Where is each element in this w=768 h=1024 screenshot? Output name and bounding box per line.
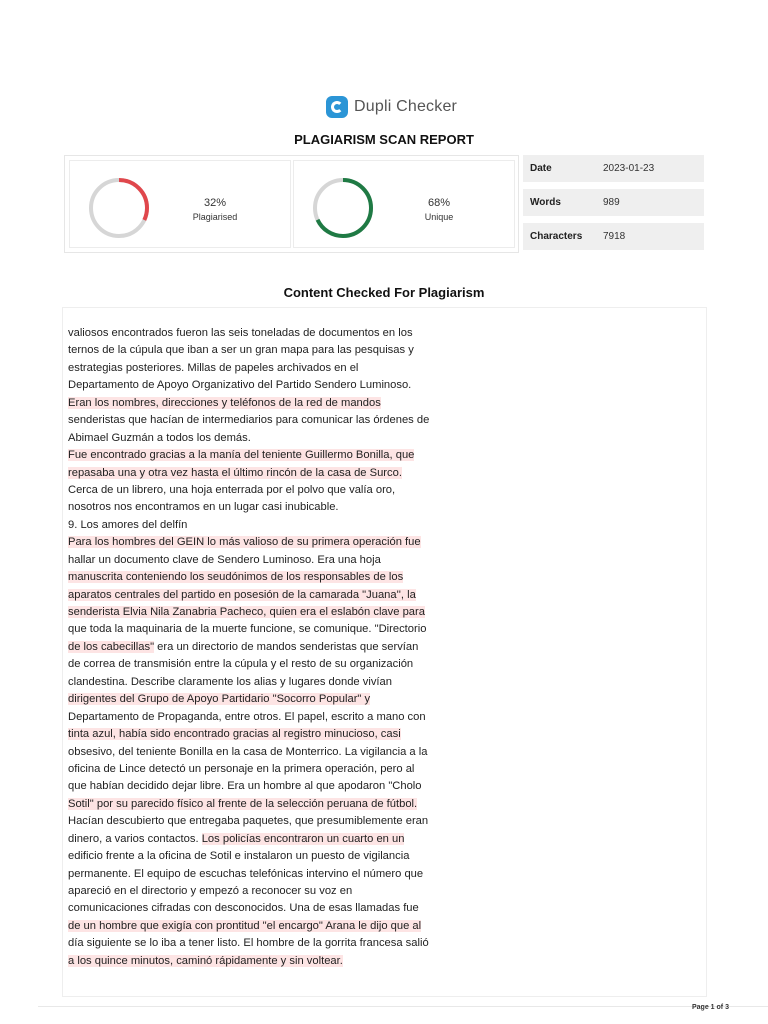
content-section-title: Content Checked For Plagiarism bbox=[283, 285, 485, 300]
content-line bbox=[68, 709, 458, 726]
content-line bbox=[68, 569, 458, 586]
stat-key: Date bbox=[530, 163, 552, 174]
content-text: Cerca de un librero, una hoja enterrada por el polvo que valía oro, bbox=[68, 483, 396, 496]
unique-percent: 68% bbox=[427, 197, 451, 209]
content-line bbox=[68, 430, 458, 447]
content-text: apareció en el directorio y empezó a reconocer su voz en bbox=[68, 885, 353, 897]
content-line bbox=[68, 639, 458, 656]
content-text: Departamento de Apoyo Organizativo del Partido Sendero Luminoso. bbox=[68, 379, 412, 392]
content-line bbox=[68, 395, 458, 412]
page-number: Page 1 of 3 bbox=[692, 1004, 729, 1011]
content-line bbox=[68, 953, 458, 970]
content-line bbox=[68, 621, 458, 638]
highlighted-text: Eran los nombres, direcciones y teléfonos de la red de mandos bbox=[68, 396, 381, 409]
report-title: PLAGIARISM SCAN REPORT bbox=[294, 132, 474, 147]
content-line bbox=[68, 412, 458, 429]
score-summary bbox=[64, 155, 519, 253]
content-line bbox=[68, 726, 458, 743]
dupli-checker-logo[interactable] bbox=[326, 96, 457, 118]
plagiarised-donut-chart bbox=[88, 177, 150, 239]
content-text: de correa de transmisión entre la cúpula y el resto de su organización bbox=[68, 658, 414, 671]
logo-text: Dupli Checker bbox=[354, 98, 458, 115]
unique-label: Unique bbox=[424, 212, 454, 222]
content-text: obsesivo, del teniente Bonilla en la casa de Monterrico. La vigilancia a la bbox=[68, 745, 428, 758]
content-text: ternos de la cúpula que iban a ser un gran mapa para las pesquisas y bbox=[68, 344, 414, 357]
content-line bbox=[68, 761, 458, 778]
highlighted-text: manuscrita conteniendo los seudónimos de los responsables de los bbox=[68, 571, 404, 584]
content-text: que habían decidido dejar libre. Era un hombre al que apodaron "Cholo bbox=[68, 780, 422, 793]
highlighted-text: Sotil" por su parecido físico al frente de la selección peruana de fútbol. bbox=[68, 797, 418, 810]
highlighted-text: repasaba una y otra vez bbox=[68, 466, 189, 479]
content-line bbox=[68, 831, 458, 848]
content-line bbox=[68, 674, 458, 691]
stat-row-words bbox=[523, 189, 704, 216]
content-text: senderistas que hacían de intermediarios para comunicar las órdenes de bbox=[68, 414, 430, 427]
content-line bbox=[68, 499, 458, 516]
content-line bbox=[68, 918, 458, 935]
content-text: permanente. El equipo de escuchas telefónicas intervino el número que bbox=[68, 867, 424, 880]
checked-content-text bbox=[68, 325, 458, 970]
content-text: dinero, a varios contactos. bbox=[68, 832, 202, 845]
highlighted-text: Los policías encontraron un cuarto en un bbox=[201, 832, 405, 845]
content-line bbox=[68, 866, 458, 883]
content-text: era un directorio de mandos senderistas que servían bbox=[154, 640, 419, 653]
content-line bbox=[68, 900, 458, 917]
content-line bbox=[68, 465, 458, 482]
highlighted-text: de un hombre que exigía con prontitud "el encargo" Arana le dijo que al bbox=[68, 919, 422, 932]
highlighted-text: Para los hombres del GEIN lo más valioso de su primera operación fue bbox=[68, 536, 421, 549]
stat-value: 7918 bbox=[603, 231, 626, 242]
plagiarised-score-panel bbox=[69, 160, 291, 248]
stat-value: 989 bbox=[603, 197, 620, 208]
unique-donut-chart bbox=[312, 177, 374, 239]
content-line bbox=[68, 691, 458, 708]
stat-row-characters bbox=[523, 223, 704, 250]
content-line bbox=[68, 342, 458, 359]
content-line bbox=[68, 935, 458, 952]
content-line bbox=[68, 744, 458, 761]
content-text: Departamento de Propaganda, entre otros. El papel, escrito a mano con bbox=[68, 710, 426, 723]
content-text: hallar un documento clave de Sendero Luminoso. Era una hoja bbox=[68, 553, 381, 566]
unique-score-panel bbox=[293, 160, 515, 248]
content-text: Abimael Guzmán a todos los demás. bbox=[68, 431, 251, 444]
content-line bbox=[68, 778, 458, 795]
content-line bbox=[68, 656, 458, 673]
content-text: oficina de Lince detectó un personaje en la primera operación, pero al bbox=[68, 762, 415, 775]
highlighted-text: a los quince minutos, caminó rápidamente y sin voltear. bbox=[68, 954, 343, 967]
stat-row-date bbox=[523, 155, 704, 182]
highlighted-text: senderista Elvia Nila Zanabria Pacheco, quien era el eslabón clave para bbox=[68, 606, 425, 618]
plagiarised-percent: 32% bbox=[203, 197, 227, 209]
stat-key: Words bbox=[530, 197, 561, 208]
content-line bbox=[68, 534, 458, 551]
content-line bbox=[68, 883, 458, 900]
content-line bbox=[68, 552, 458, 569]
content-text: nosotros nos encontramos en un lugar casi inubicable. bbox=[68, 501, 339, 514]
content-line bbox=[68, 325, 458, 342]
content-text: estrategias posteriores. Millas de papeles archivados en el bbox=[68, 361, 359, 374]
content-line bbox=[68, 482, 458, 499]
highlighted-text: Fue encontrado gracias a la manía del teniente Guillermo Bonilla, que bbox=[68, 449, 415, 462]
stat-key: Characters bbox=[530, 231, 583, 242]
content-text: comunicaciones cifradas con desconocidos. Una de esas llamadas fue bbox=[68, 902, 419, 915]
highlighted-text: de los cabecillas" bbox=[68, 640, 155, 653]
content-line bbox=[68, 517, 458, 534]
content-text: edificio frente a la oficina de Sotil e instalaron un puesto de vigilancia bbox=[68, 850, 410, 863]
content-line bbox=[68, 447, 458, 464]
content-line bbox=[68, 848, 458, 865]
content-line bbox=[68, 813, 458, 830]
content-line bbox=[68, 360, 458, 377]
content-line bbox=[68, 377, 458, 394]
stat-value: 2023-01-23 bbox=[603, 163, 655, 174]
footer-divider bbox=[38, 1006, 768, 1007]
highlighted-text: aparatos centrales del partido en posesión de la camarada "Juana'', la bbox=[68, 588, 416, 601]
content-text: que toda la maquinaria de la muerte funcione, se comunique. "Directorio bbox=[68, 623, 427, 636]
highlighted-text: tinta azul, había sido encontrado gracias al registro minucioso, casi bbox=[68, 728, 401, 741]
content-text: día siguiente se lo iba a tener listo. El hombre de la gorrita francesa salió bbox=[68, 937, 429, 950]
highlighted-text: hasta el último rincón de la casa de Surco. bbox=[188, 466, 402, 479]
content-line bbox=[68, 796, 458, 813]
dupli-checker-logo-icon bbox=[326, 96, 348, 118]
content-line bbox=[68, 587, 458, 604]
content-text: clandestina. Describe claramente los alias y lugares donde vivían bbox=[68, 675, 392, 688]
plagiarised-label: Plagiarised bbox=[192, 212, 238, 222]
content-text: Hacían descubierto que entregaba paquetes, que presumiblemente eran bbox=[68, 815, 429, 828]
content-text: valiosos encontrados fueron las seis toneladas de documentos en los bbox=[68, 327, 413, 339]
report-stats bbox=[523, 155, 704, 257]
content-line bbox=[68, 604, 458, 621]
content-text: 9. Los amores del delfín bbox=[68, 518, 188, 531]
highlighted-text: dirigentes del Grupo de Apoyo Partidario "Socorro Popular" y bbox=[68, 693, 371, 706]
